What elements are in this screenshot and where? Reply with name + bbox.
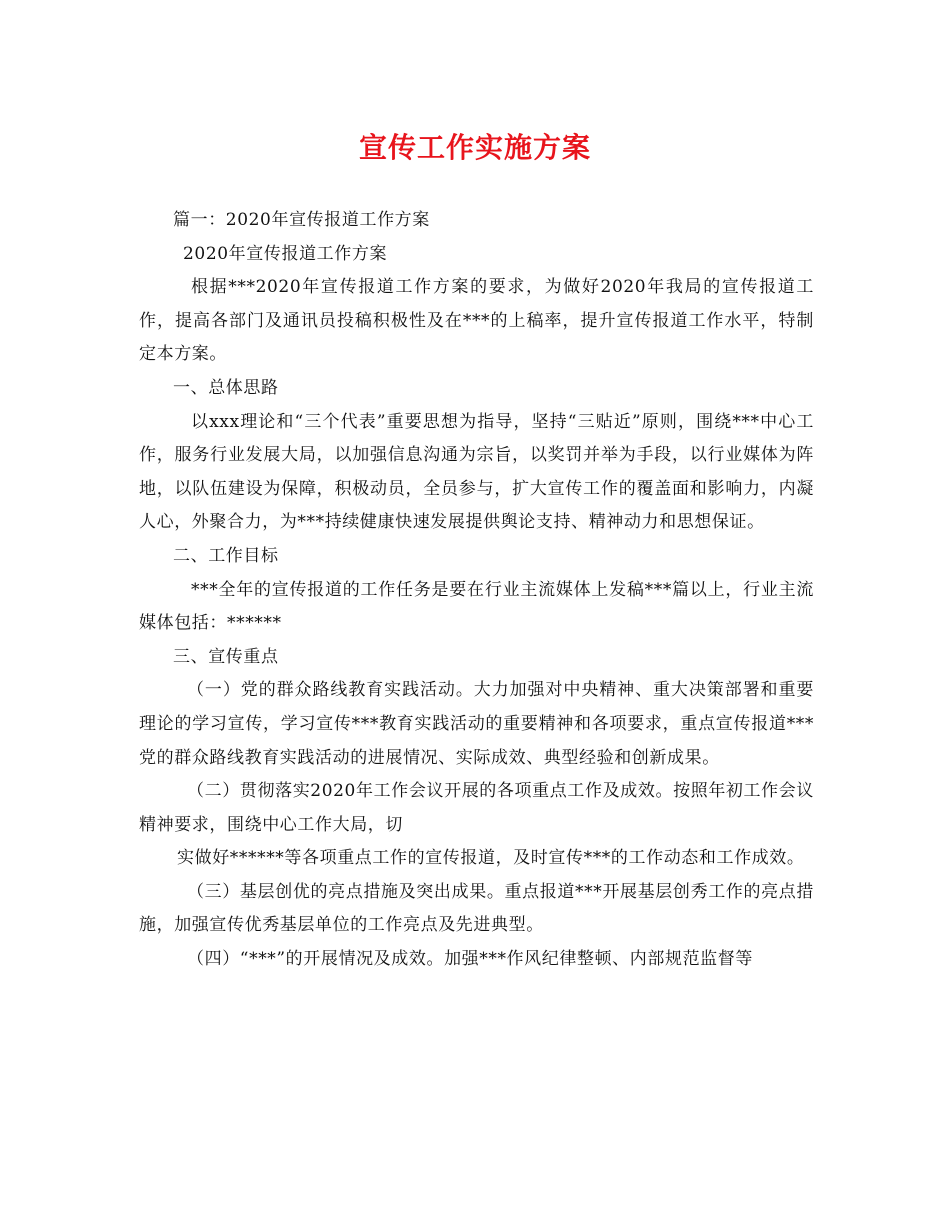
intro-paragraph: 根据***2020年宣传报道工作方案的要求，为做好2020年我局的宣传报道工作，提高各部门及通讯员投稿积极性及在***的上稿率，提升宣传报道工作水平，特制定本方案。 [139, 277, 814, 365]
focus-item-2-continued: 实做好******等各项重点工作的宣传报道，及时宣传***的工作动态和工作成效。 [177, 848, 805, 869]
plan-subheading: 2020年宣传报道工作方案 [183, 243, 388, 264]
focus-item-1: （一）党的群众路线教育实践活动。大力加强对中央精神、重大决策部署和重要理论的学习宣传，学习宣传***教育实践活动的重要精神和各项要求，重点宣传报道***党的群众路线教育实践活动的进展情况、实际成效、典型经验和创新成果。 [139, 680, 814, 768]
focus-item-4: （四）“***”的开展情况及成效。加强***作风纪律整顿、内部规范监督等 [187, 949, 753, 970]
focus-item-3: （三）基层创优的亮点措施及突出成果。重点报道***开展基层创秀工作的亮点措施，加强宣传优秀基层单位的工作亮点及先进典型。 [139, 881, 814, 936]
section-2-body: ***全年的宣传报道的工作任务是要在行业主流媒体上发稿***篇以上，行业主流媒体包括：****** [139, 579, 814, 634]
document-title: 宣传工作实施方案 [358, 131, 591, 164]
section-1-body: 以xxx理论和“三个代表”重要思想为指导，坚持“三贴近”原则，围绕***中心工作，服务行业发展大局，以加强信息沟通为宗旨，以奖罚并举为手段，以行业媒体为阵地，以队伍建设为保障，积极动员，全员参与，扩大宣传工作的覆盖面和影响力，内凝人心，外聚合力，为***持续健康快速发展提供舆论支持、精神动力和思想保证。 [139, 411, 814, 533]
section-3-title: 三、宣传重点 [173, 646, 279, 667]
part-heading: 篇一：2020年宣传报道工作方案 [173, 210, 430, 230]
document-body [139, 204, 814, 977]
focus-item-2: （二）贯彻落实2020年工作会议开展的各项重点工作及成效。按照年初工作会议精神要求，围绕中心工作大局，切 [139, 781, 814, 835]
section-1-title: 一、总体思路 [173, 377, 279, 398]
section-2-title: 二、工作目标 [173, 545, 279, 566]
